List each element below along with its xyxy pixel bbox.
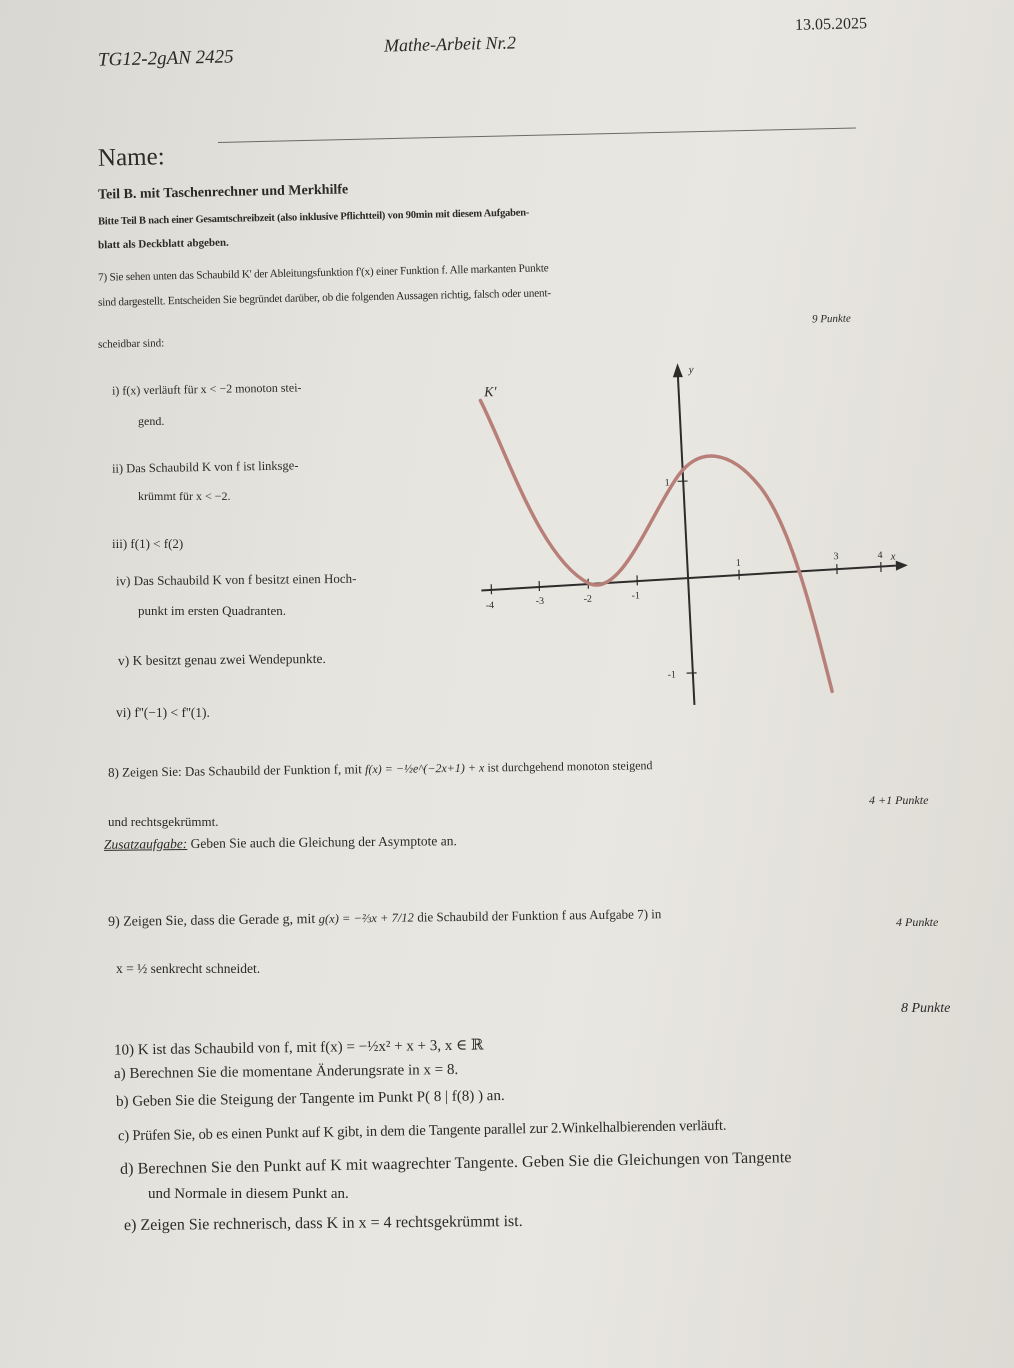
task8-suffix: ist durchgehend monoton steigend: [487, 758, 653, 775]
part-b-instruction-1: Bitte Teil B nach einer Gesamtschreibzeit (also inklusive Pflichtteil) von 90min mit diesem Aufgaben-: [97, 207, 530, 228]
task9-line1: [108, 906, 662, 931]
x-axis-arrow: [896, 560, 908, 570]
task8-points: 4 +1 Punkte: [869, 793, 929, 807]
task8-line1: [108, 757, 653, 781]
task9-prefix: 9) Zeigen Sie, dass die Gerade g, mit: [107, 911, 316, 930]
derivative-curve: [480, 391, 832, 700]
curve-label: K': [484, 385, 497, 401]
exam-title: Mathe-Arbeit Nr.2: [383, 32, 517, 56]
task8-bonus-label: Zusatzaufgabe:: [103, 835, 188, 852]
statement-ii-line2: krümmt für x < −2.: [138, 489, 231, 503]
tick-label-x-neg2: -2: [583, 593, 593, 605]
statement-i-line2: gend.: [138, 414, 165, 428]
x-axis-label: x: [890, 550, 896, 563]
task9-suffix: die Schaubild der Funktion f aus Aufgabe 7) in: [417, 906, 662, 925]
part-b-instruction-2: blatt als Deckblatt abgeben.: [97, 236, 229, 252]
tick-label-x-neg4: -4: [485, 600, 495, 612]
derivative-graph: [470, 355, 910, 715]
statement-iv-line2: punkt im ersten Quadranten.: [138, 603, 287, 618]
tick-label-x-3: 3: [833, 551, 839, 563]
y-axis-arrow: [673, 363, 683, 377]
task10-intro: 10) K ist das Schaubild von f, mit f(x) = −½x² + x + 3, x ∈ ℝ: [113, 1037, 484, 1059]
task9-points: 4 Punkte: [896, 915, 939, 929]
statement-iv-line1: iv) Das Schaubild K von f besitzt einen Hoch-: [115, 570, 357, 589]
task10-e: e) Zeigen Sie rechnerisch, dass K in x = 4 rechtsgekrümmt ist.: [123, 1212, 523, 1235]
task9-line2: x = ½ senkrecht schneidet.: [116, 961, 261, 976]
tick-label-x-1: 1: [735, 557, 741, 569]
statement-i-line1: i) f(x) verläuft für x < −2 monoton stei-: [111, 380, 302, 398]
task8-formula: f(x) = −½e^(−2x+1) + x: [364, 760, 485, 777]
name-label: Name:: [97, 143, 165, 172]
statement-vi: vi) f''(−1) < f''(1).: [116, 705, 210, 720]
class-code: TG12-2gAN 2425: [97, 46, 234, 71]
tick-label-y-1: 1: [664, 477, 670, 489]
task7-line3: scheidbar sind:: [97, 337, 165, 351]
task10-a: a) Berechnen Sie die momentane Änderungsrate in x = 8.: [113, 1061, 459, 1083]
statement-ii-line1: ii) Das Schaubild K von f ist linksge-: [111, 458, 299, 476]
task10-b: b) Geben Sie die Steigung der Tangente im Punkt P( 8 | f(8) ) an.: [115, 1087, 505, 1111]
task10-d-line1: d) Berechnen Sie den Punkt auf K mit waagrechter Tangente. Geben Sie die Gleichungen von Tangente: [119, 1149, 792, 1178]
statement-v: v) K besitzt genau zwei Wendepunkte.: [117, 650, 326, 669]
tick-label-y-neg1: -1: [667, 669, 677, 681]
task9-formula: g(x) = −⅔x + 7/12: [318, 910, 414, 926]
task10-c: c) Prüfen Sie, ob es einen Punkt auf K gibt, in dem die Tangente parallel zur 2.Winkelhalbierenden verläuft.: [117, 1117, 727, 1145]
task10-points: 8 Punkte: [901, 1001, 951, 1016]
task8-bonus: [104, 833, 457, 853]
task8-line2: und rechtsgekrümmt.: [108, 814, 219, 829]
y-axis: [678, 373, 695, 705]
name-line: [218, 128, 856, 143]
tick-label-x-neg3: -3: [535, 595, 545, 608]
task8-bonus-text: Geben Sie auch die Gleichung der Asymptote an.: [190, 833, 457, 851]
exam-date: 13.05.2025: [794, 15, 868, 34]
task7-line1: 7) Sie sehen unten das Schaubild K' der Ableitungsfunktion f'(x) einer Funktion f. Alle markanten Punkte: [97, 262, 549, 284]
statement-iii: iii) f(1) < f(2): [112, 536, 184, 551]
task7-line2: sind dargestellt. Entscheiden Sie begründet darüber, ob die folgenden Aussagen richtig, falsch oder unent-: [97, 287, 551, 309]
task10-d-line2: und Normale in diesem Punkt an.: [148, 1186, 349, 1202]
tick-label-x-neg1: -1: [631, 590, 641, 602]
task7-points: 9 Punkte: [811, 312, 851, 326]
y-axis-label: y: [688, 363, 694, 376]
part-b-title: Teil B. mit Taschenrechner und Merkhilfe: [97, 182, 349, 203]
tick-label-x-4: 4: [877, 549, 883, 562]
task8-prefix: 8) Zeigen Sie: Das Schaubild der Funktion f, mit: [107, 761, 362, 780]
